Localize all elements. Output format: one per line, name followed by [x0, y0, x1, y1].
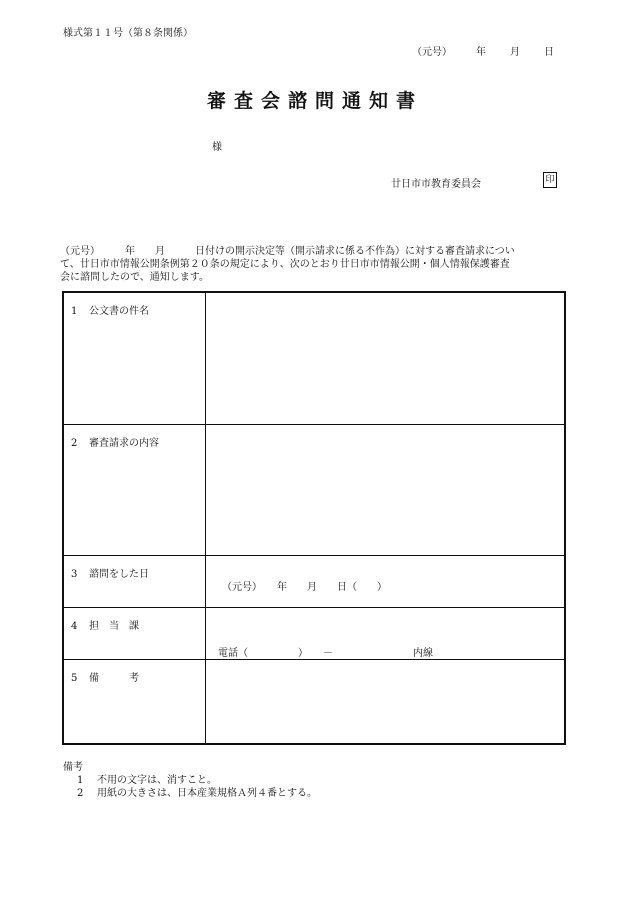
- date-era: （元号）: [412, 47, 452, 58]
- row-label: [71, 617, 139, 632]
- row-label: [71, 669, 139, 684]
- row-label: [71, 302, 149, 317]
- note-number: 2: [77, 788, 84, 799]
- row-label-text: 審査請求の内容: [89, 438, 159, 449]
- table-row-department: [64, 607, 564, 660]
- body-line: （元号） 年 月 日付けの開示決定等（開示請求に係る不作為）に対する審査請求につい: [60, 246, 515, 257]
- date-year: 年: [476, 47, 486, 58]
- row-number: 3: [71, 569, 78, 580]
- row-label: [71, 565, 149, 580]
- column-divider: [205, 293, 206, 424]
- date-day: 日: [544, 47, 554, 58]
- sender-name: 廿日市市教育委員会: [391, 179, 481, 190]
- note-item: [63, 787, 317, 800]
- table-row-request-content: [64, 424, 564, 556]
- document-title: 審査会諮問通知書: [206, 90, 423, 112]
- column-divider: [205, 556, 206, 608]
- row-label-text: 公文書の件名: [89, 306, 149, 317]
- recipient-suffix: 様: [212, 142, 222, 153]
- seal-stamp: 印: [543, 172, 557, 188]
- table-row-subject: [64, 293, 564, 424]
- consultation-date-value[interactable]: （元号） 年 月 日（ ）: [222, 582, 387, 593]
- row-label-text: 諮問をした日: [89, 569, 149, 580]
- note-text: 不用の文字は、消すこと。: [97, 775, 217, 786]
- row-label: [71, 434, 159, 449]
- notification-table: [62, 291, 566, 745]
- form-number: 様式第１１号（第８条関係）: [63, 28, 193, 39]
- row-number: 4: [71, 621, 78, 632]
- row-label-text: 担 当 課: [89, 621, 139, 632]
- date-month: 月: [510, 47, 520, 58]
- row-number: 5: [71, 673, 78, 684]
- body-text: [60, 245, 572, 284]
- row-label-text: 備 考: [89, 673, 139, 684]
- table-row-consultation-date: [64, 555, 564, 608]
- department-phone-value[interactable]: 電話（ ） － 内線: [218, 648, 433, 659]
- body-line: て、廿日市市情報公開条例第２０条の規定により、次のとおり廿日市市情報公開・個人情報保護審査: [60, 259, 510, 270]
- body-line: 会に諮問したので、通知します。: [60, 272, 209, 283]
- column-divider: [205, 608, 206, 660]
- table-row-remarks: [64, 659, 564, 744]
- notes-heading: 備考: [63, 762, 83, 773]
- note-text: 用紙の大きさは、日本産業規格Ａ列４番とする。: [97, 788, 317, 799]
- column-divider: [205, 425, 206, 556]
- date-line: [412, 43, 554, 58]
- row-number: 2: [71, 438, 78, 449]
- notes-section: [63, 761, 317, 800]
- row-number: 1: [71, 306, 78, 317]
- note-number: 1: [77, 775, 84, 786]
- column-divider: [205, 660, 206, 744]
- note-item: [63, 774, 317, 787]
